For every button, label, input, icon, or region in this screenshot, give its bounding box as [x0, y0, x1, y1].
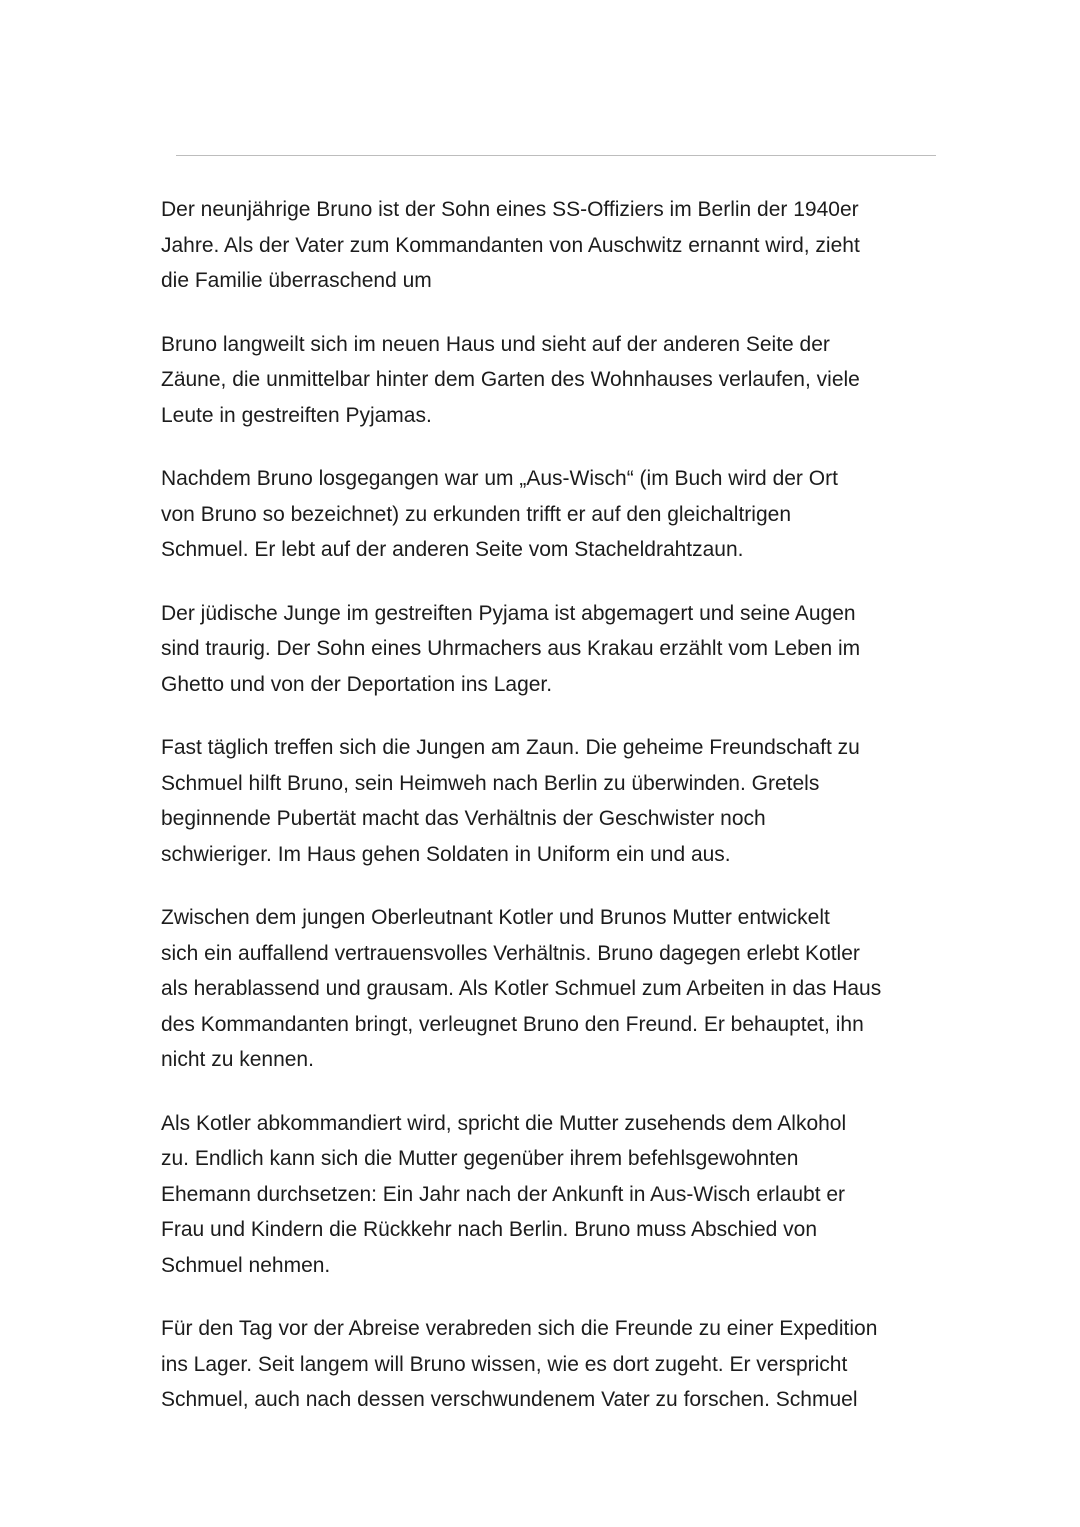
text-line: Schmuel hilft Bruno, sein Heimweh nach Berlin zu überwinden. Gretels [161, 771, 820, 795]
paragraph [161, 900, 961, 1078]
paragraph [161, 596, 961, 703]
text-line: Nachdem Bruno losgegangen war um „Aus-Wisch“ (im Buch wird der Ort [161, 467, 838, 490]
text-line: nicht zu kennen. [161, 1048, 314, 1071]
text-line: Jahre. Als der Vater zum Kommandanten von Auschwitz ernannt wird, zieht [161, 233, 860, 257]
paragraph [161, 1106, 961, 1284]
text-line: ins Lager. Seit langem will Bruno wissen, wie es dort zugeht. Er verspricht [161, 1352, 848, 1376]
text-line: Für den Tag vor der Abreise verabreden sich die Freunde zu einer Expedition [161, 1317, 878, 1340]
text-line: sich ein auffallend vertrauensvolles Verhältnis. Bruno dagegen erlebt Kotler [161, 941, 860, 965]
text-line: Ghetto und von der Deportation ins Lager. [161, 672, 553, 696]
paragraph [161, 327, 961, 434]
text-line: Fast täglich treffen sich die Jungen am Zaun. Die geheime Freundschaft zu [161, 736, 860, 759]
paragraph [161, 730, 961, 872]
header-divider [176, 155, 936, 156]
text-line: des Kommandanten bringt, verleugnet Bruno den Freund. Er behauptet, ihn [161, 1012, 864, 1036]
paragraph [161, 192, 961, 299]
paragraph [161, 461, 961, 568]
text-line: von Bruno so bezeichnet) zu erkunden trifft er auf den gleichaltrigen [161, 502, 791, 526]
text-line: Als Kotler abkommandiert wird, spricht die Mutter zusehends dem Alkohol [161, 1111, 847, 1135]
text-line: Bruno langweilt sich im neuen Haus und sieht auf der anderen Seite der [161, 332, 830, 356]
text-line: Frau und Kindern die Rückkehr nach Berlin. Bruno muss Abschied von [161, 1218, 818, 1241]
text-line: Zwischen dem jungen Oberleutnant Kotler und Brunos Mutter entwickelt [161, 906, 830, 929]
text-line: als herablassend und grausam. Als Kotler Schmuel zum Arbeiten in das Haus [161, 977, 882, 1000]
text-line: Der neunjährige Bruno ist der Sohn eines SS-Offiziers im Berlin der 1940er [161, 198, 859, 221]
text-line: Der jüdische Junge im gestreiften Pyjama ist abgemagert und seine Augen [161, 601, 856, 625]
text-line: Leute in gestreiften Pyjamas. [161, 403, 432, 427]
text-line: Schmuel. Er lebt auf der anderen Seite vom Stacheldrahtzaun. [161, 538, 744, 561]
text-line: sind traurig. Der Sohn eines Uhrmachers aus Krakau erzählt vom Leben im [161, 637, 861, 660]
paragraph [161, 1311, 961, 1418]
text-line: Schmuel nehmen. [161, 1253, 331, 1277]
text-line: beginnende Pubertät macht das Verhältnis der Geschwister noch [161, 807, 766, 830]
text-line: Ehemann durchsetzen: Ein Jahr nach der Ankunft in Aus-Wisch erlaubt er [161, 1182, 846, 1206]
text-line: Schmuel, auch nach dessen verschwundenem Vater zu forschen. Schmuel [161, 1388, 858, 1411]
text-line: zu. Endlich kann sich die Mutter gegenüber ihrem befehlsgewohnten [161, 1147, 799, 1170]
text-line: Zäune, die unmittelbar hinter dem Garten des Wohnhauses verlaufen, viele [161, 368, 860, 391]
text-line: die Familie überraschend um [161, 269, 432, 292]
document-body [161, 192, 961, 1446]
text-line: schwieriger. Im Haus gehen Soldaten in Uniform ein und aus. [161, 842, 731, 866]
